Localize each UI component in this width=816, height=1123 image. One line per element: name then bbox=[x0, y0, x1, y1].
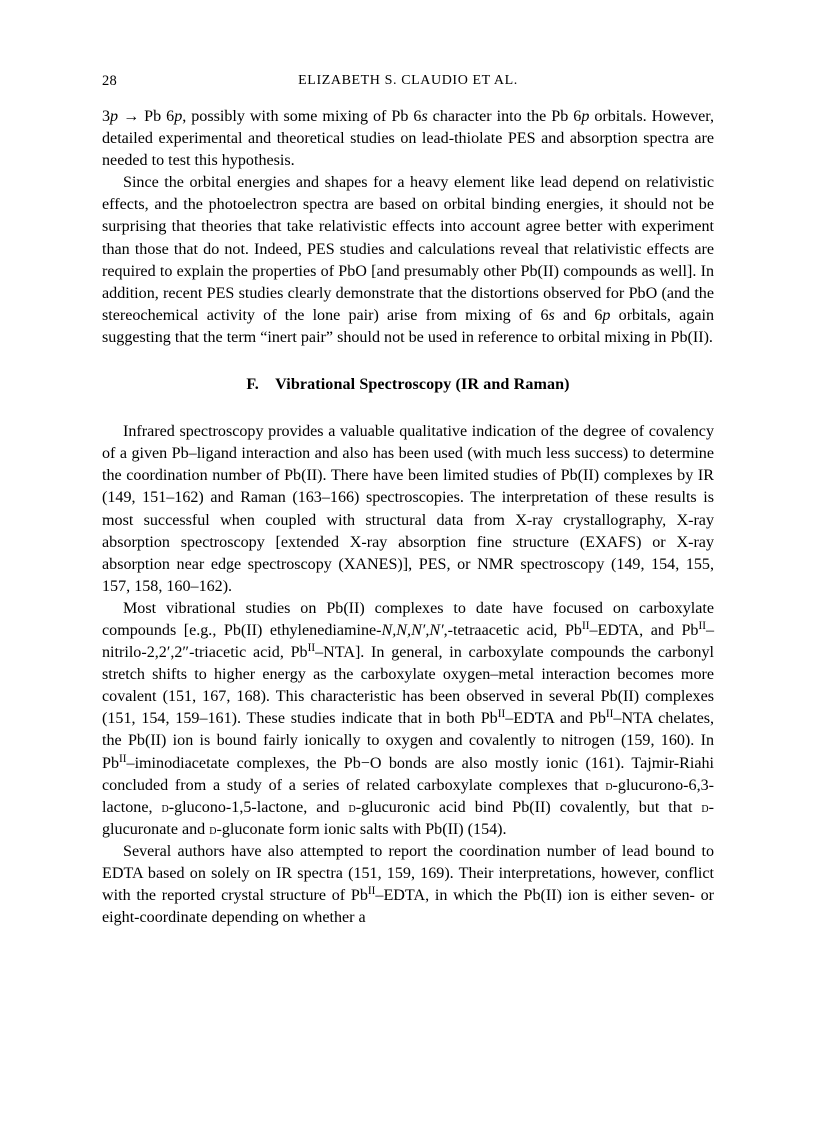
p4-smallcap-d-5: d bbox=[209, 821, 217, 838]
spacer-before-heading bbox=[102, 349, 714, 374]
p4-text-h: –iminodiacetate complexes, the Pb−O bonds are also mostly ionic (161). Tajmir-Riahi concluded from a study of a series of related carboxylate complexes that bbox=[102, 754, 714, 794]
p4-smallcap-d-4: d bbox=[701, 799, 709, 816]
p1-text-a: 3 bbox=[102, 108, 111, 125]
spacer-after-heading bbox=[102, 396, 714, 421]
p4-text-j: -glucono-1,5-lactone, and bbox=[168, 798, 349, 816]
p4-superscript-oxidation-4: II bbox=[497, 708, 506, 721]
paragraph-2 bbox=[102, 172, 714, 349]
p4-superscript-oxidation-2: II bbox=[698, 620, 706, 633]
p4-text-i: -glucurono-6,3-lactone, bbox=[102, 776, 714, 816]
p4-smallcap-d-3: d bbox=[348, 799, 356, 816]
section-heading: F. Vibrational Spectroscopy (IR and Raman) bbox=[246, 376, 570, 394]
page-body bbox=[102, 106, 714, 929]
paragraph-3: Infrared spectroscopy provides a valuable qualitative indication of the degree of covalency of a given Pb–ligand interaction and also has been used (with much less success) to determine the coordination number of Pb(II). There have been limited studies of Pb(II) complexes by IR (149, 151–162) and Raman (163–166) spectroscopies. The interpretation of these results is most successful when coupled with structural data from X-ray crystallography, X-ray absorption spectroscopy [extended X-ray absorption fine structure (EXAFS) or X-ray absorption near edge spectroscopy (XANES)], PES, or NMR spectroscopy (149, 154, 155, 157, 158, 160–162). bbox=[102, 423, 714, 595]
p4-text-l: -glucuronate and bbox=[102, 798, 714, 838]
p4-text-m: -gluconate form ionic salts with Pb(II) (154). bbox=[216, 820, 507, 838]
p1-italic-p2: p bbox=[174, 108, 183, 125]
p1-text-d: character into the Pb 6 bbox=[427, 108, 582, 125]
p1-text-b: → Pb 6 bbox=[118, 108, 175, 125]
p4-text-k: -glucuronic acid bind Pb(II) covalently, but that bbox=[355, 798, 702, 816]
p4-smallcap-d-1: d bbox=[605, 777, 613, 794]
p2-text-c: orbitals, again suggesting that the term “inert pair” should not be used in reference to orbital mixing in Pb(II). bbox=[102, 306, 714, 346]
page-header bbox=[102, 72, 714, 90]
p4-superscript-oxidation-3: II bbox=[307, 642, 316, 655]
p4-italic-locants: N,N,N′,N′ bbox=[381, 621, 444, 639]
p1-text-e: orbitals. However, detailed experimental and theoretical studies on lead-thiolate PES and absorption spectra are needed to test this hypothesis. bbox=[102, 108, 715, 170]
p4-superscript-oxidation-6: II bbox=[119, 752, 127, 765]
p4-text-f: –EDTA and Pb bbox=[505, 710, 606, 728]
p4-superscript-oxidation-1: II bbox=[581, 620, 590, 633]
running-head-title: ELIZABETH S. CLAUDIO ET AL. bbox=[298, 73, 518, 88]
p4-text-g: –NTA chelates, the Pb(II) ion is bound fairly ionically to oxygen and covalently to nitrogen (159, 160). In Pb bbox=[102, 710, 714, 772]
p4-superscript-oxidation-5: II bbox=[605, 708, 614, 721]
p4-text-a: Most vibrational studies on Pb(II) complexes to date have focused on carboxylate compounds [e.g., Pb(II) ethylenediamine- bbox=[102, 599, 714, 639]
p1-text-c: , possibly with some mixing of Pb 6 bbox=[182, 108, 422, 125]
p4-text-c: –EDTA, and Pb bbox=[589, 621, 699, 639]
p2-italic-s: s bbox=[548, 306, 555, 324]
paragraph-1 bbox=[102, 106, 714, 172]
p2-text-a: Since the orbital energies and shapes for a heavy element like lead depend on relativistic effects, and the photoelectron spectra are based on orbital binding energies, it should not be surprising that theories that take relativistic effects into account agree better with experiment than those that do not. Indeed, PES studies and calculations reveal that relativistic effects are required to explain the properties of PbO [and presumably other Pb(II) compounds as well]. In addition, recent PES studies clearly demonstrate that the distortions observed for PbO (and the stereochemical activity of the lone pair) arise from mixing of 6 bbox=[102, 174, 714, 324]
p5-superscript-oxidation-1: II bbox=[367, 885, 376, 898]
paragraph-5 bbox=[102, 841, 714, 929]
p5-text-b: –EDTA, in which the Pb(II) ion is either seven- or eight-coordinate depending on whether a bbox=[102, 887, 715, 927]
paragraph-4 bbox=[102, 598, 714, 841]
p1-italic-s: s bbox=[421, 108, 428, 125]
p1-italic-p3: p bbox=[581, 108, 590, 125]
p5-text-a: Several authors have also attempted to report the coordination number of lead bound to EDTA based on solely on IR spectra (151, 159, 169). Their interpretations, however, conflict with the reported crystal structure of Pb bbox=[102, 842, 714, 905]
p4-text-d: –nitrilo-2,2′,2″-triacetic acid, Pb bbox=[102, 621, 715, 662]
p4-text-e: –NTA]. In general, in carboxylate compounds the carbonyl stretch shifts to higher energy as the carboxylate oxygen–metal interaction becomes more covalent (151, 167, 168). This characteristic has been observed in several Pb(II) complexes (151, 154, 159–161). These studies indicate that in both Pb bbox=[102, 644, 714, 728]
p2-italic-p: p bbox=[602, 306, 611, 324]
p4-text-b: ,-tetraacetic acid, Pb bbox=[443, 621, 582, 639]
p2-text-b: and 6 bbox=[554, 306, 603, 324]
p1-italic-p1: p bbox=[110, 108, 119, 125]
page-number: 28 bbox=[102, 73, 117, 89]
p4-smallcap-d-2: d bbox=[161, 799, 169, 816]
